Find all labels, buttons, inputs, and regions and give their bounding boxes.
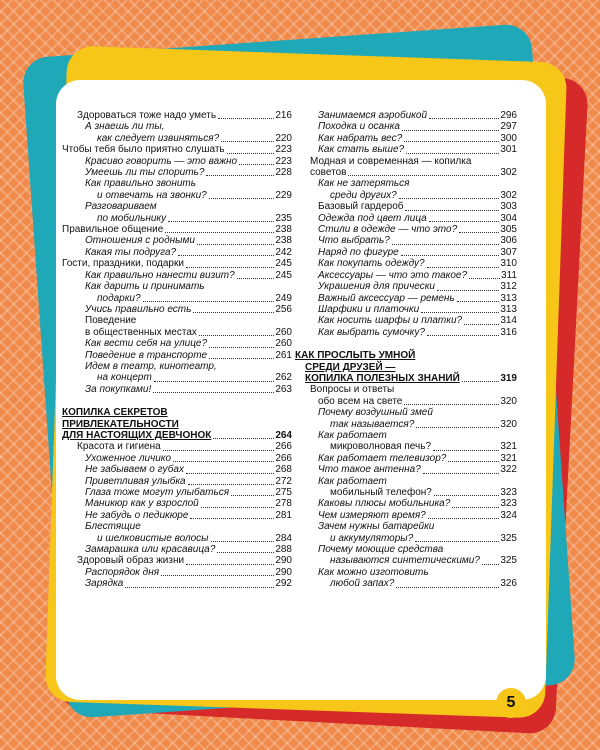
toc-entry-line: Как не затеряться: [318, 178, 410, 190]
toc-entry-line: Как работает: [318, 429, 387, 441]
section-heading-entry[interactable]: КОПИЛКА ПОЛЕЗНЫХ ЗНАНИЙ 319: [305, 372, 517, 384]
toc-entry-line: Почему моющие средства: [318, 544, 444, 556]
toc-entry[interactable]: Зарядка 292: [85, 578, 292, 590]
toc-entry[interactable]: по мобильнику 235: [97, 212, 292, 224]
section-heading-entry[interactable]: ДЛЯ НАСТОЯЩИХ ДЕВЧОНОК 264: [62, 429, 292, 441]
toc-entry[interactable]: среди других? 302: [330, 189, 517, 201]
toc-entry[interactable]: Занимаемся аэробикой 296: [318, 110, 517, 121]
toc-entry[interactable]: Одежда под цвет лица 304: [318, 212, 517, 224]
toc-entry[interactable]: Шарфики и платочки 313: [318, 303, 517, 315]
toc-entry[interactable]: Чтобы тебя было приятно слушать 223: [62, 144, 292, 156]
toc-entry-line: А знаешь ли ты,: [85, 121, 165, 133]
section-heading: СРЕДИ ДРУЗЕЙ —: [305, 361, 396, 373]
toc-entry[interactable]: любой запах? 326: [330, 578, 517, 590]
toc-entry-line: Почему воздушный змей: [318, 407, 433, 419]
toc-entry-line: Разговариваем: [85, 201, 157, 213]
toc-entry-line: Как дарить и принимать: [85, 281, 205, 293]
toc-entry[interactable]: Стили в одежде — что это? 305: [318, 224, 517, 236]
toc-entry-line: Блестящие: [85, 521, 141, 533]
toc-entry[interactable]: Маникюр как у взрослой 278: [85, 498, 292, 510]
toc-entry[interactable]: Базовый гардероб 303: [318, 201, 517, 213]
toc-entry[interactable]: Приветливая улыбка 272: [85, 475, 292, 487]
toc-entry[interactable]: Ухоженное личико 266: [85, 452, 292, 464]
toc-entry[interactable]: Здоровый образ жизни 290: [77, 555, 292, 567]
page-number-badge: 5: [496, 688, 526, 718]
toc-entry[interactable]: Чем измеряют время? 324: [318, 509, 517, 521]
toc-entry[interactable]: Как работает телевизор? 321: [318, 452, 517, 464]
toc-entry[interactable]: Глаза тоже могут улыбаться 275: [85, 487, 292, 498]
section-heading: ПРИВЛЕКАТЕЛЬНОСТИ: [62, 418, 179, 430]
toc-right-column: [295, 110, 517, 590]
toc-entry[interactable]: и отвечать на звонки? 229: [97, 189, 292, 201]
toc-entry-line: Модная и современная — копилка: [310, 155, 472, 167]
toc-entry[interactable]: Учись правильно есть 256: [85, 303, 292, 315]
toc-entry[interactable]: подарки? 249: [97, 292, 292, 304]
toc-entry[interactable]: Здороваться тоже надо уметь 216: [77, 110, 292, 121]
toc-entry-line: Вопросы и ответы: [310, 384, 395, 396]
toc-entry[interactable]: Украшения для прически 312: [318, 281, 517, 293]
section-heading: КАК ПРОСЛЫТЬ УМНОЙ: [295, 350, 416, 362]
toc-entry[interactable]: Умеешь ли ты спорить? 228: [85, 167, 292, 179]
toc-entry-line: Как работает: [318, 475, 387, 487]
toc-entry[interactable]: Красиво говорить — это важно 223: [85, 155, 292, 167]
toc-entry[interactable]: мобильный телефон? 323: [330, 487, 517, 498]
toc-entry[interactable]: Походка и осанка 297: [318, 121, 517, 133]
toc-entry[interactable]: Важный аксессуар — ремень 313: [318, 292, 517, 304]
toc-entry[interactable]: Распорядок дня 290: [85, 566, 292, 578]
toc-entry[interactable]: Красота и гигиена 266: [77, 441, 292, 453]
toc-entry[interactable]: Как выбрать сумочку? 316: [318, 326, 517, 338]
toc-left-column: [62, 110, 292, 590]
toc-entry[interactable]: Не забываем о губах 268: [85, 464, 292, 476]
toc-entry[interactable]: микроволновая печь? 321: [330, 441, 517, 453]
toc-entry[interactable]: Какая ты подруга? 242: [85, 246, 292, 258]
toc-entry-line: Как можно изготовить: [318, 566, 429, 578]
toc-entry[interactable]: Не забудь о педикюре 281: [85, 509, 292, 521]
toc-entry[interactable]: Как набрать вес? 300: [318, 132, 517, 144]
toc-entry[interactable]: Наряд по фигуре 307: [318, 246, 517, 258]
toc-entry[interactable]: так называется? 320: [330, 418, 517, 430]
toc-entry[interactable]: Что выбрать? 306: [318, 235, 517, 247]
section-heading: КОПИЛКА СЕКРЕТОВ: [62, 407, 168, 419]
toc-entry[interactable]: называются синтетическими? 325: [330, 555, 517, 567]
toc-entry[interactable]: Что такое антенна? 322: [318, 464, 517, 476]
toc-entry[interactable]: Поведение в транспорте 261: [85, 349, 292, 361]
toc-entry[interactable]: Замарашка или красавица? 288: [85, 544, 292, 556]
toc-entry[interactable]: Гости, праздники, подарки 245: [62, 258, 292, 270]
toc-entry-line: Идем в театр, кинотеатр,: [85, 360, 217, 372]
toc-entry[interactable]: Правильное общение 238: [62, 224, 292, 236]
toc-entry[interactable]: Отношения с родными 238: [85, 235, 292, 247]
toc-entry[interactable]: в общественных местах 260: [85, 326, 292, 338]
toc-entry-line: Поведение: [85, 315, 137, 327]
toc-entry[interactable]: Как покупать одежду? 310: [318, 258, 517, 270]
toc-entry-line: Как правильно звонить: [85, 178, 196, 190]
toc-entry[interactable]: Как вести себя на улице? 260: [85, 338, 292, 350]
toc-entry[interactable]: и шелковистые волосы 284: [97, 532, 292, 544]
toc-entry[interactable]: на концерт 262: [97, 372, 292, 384]
toc-entry[interactable]: Как носить шарфы и платки? 314: [318, 315, 517, 327]
toc-entry[interactable]: Каковы плюсы мобильника? 323: [318, 498, 517, 510]
toc-entry[interactable]: и аккумуляторы? 325: [330, 532, 517, 544]
toc-entry[interactable]: Аксессуары — что это такое? 311: [318, 269, 517, 281]
toc-entry[interactable]: советов 302: [310, 167, 517, 179]
toc-entry[interactable]: как следует извиняться? 220: [97, 132, 292, 144]
toc-entry[interactable]: Как стать выше? 301: [318, 144, 517, 156]
toc-entry[interactable]: Как правильно нанести визит? 245: [85, 269, 292, 281]
toc-entry[interactable]: За покупками! 263: [85, 383, 292, 395]
toc-entry-line: Зачем нужны батарейки: [318, 521, 435, 533]
toc-entry[interactable]: обо всем на свете 320: [318, 395, 517, 407]
